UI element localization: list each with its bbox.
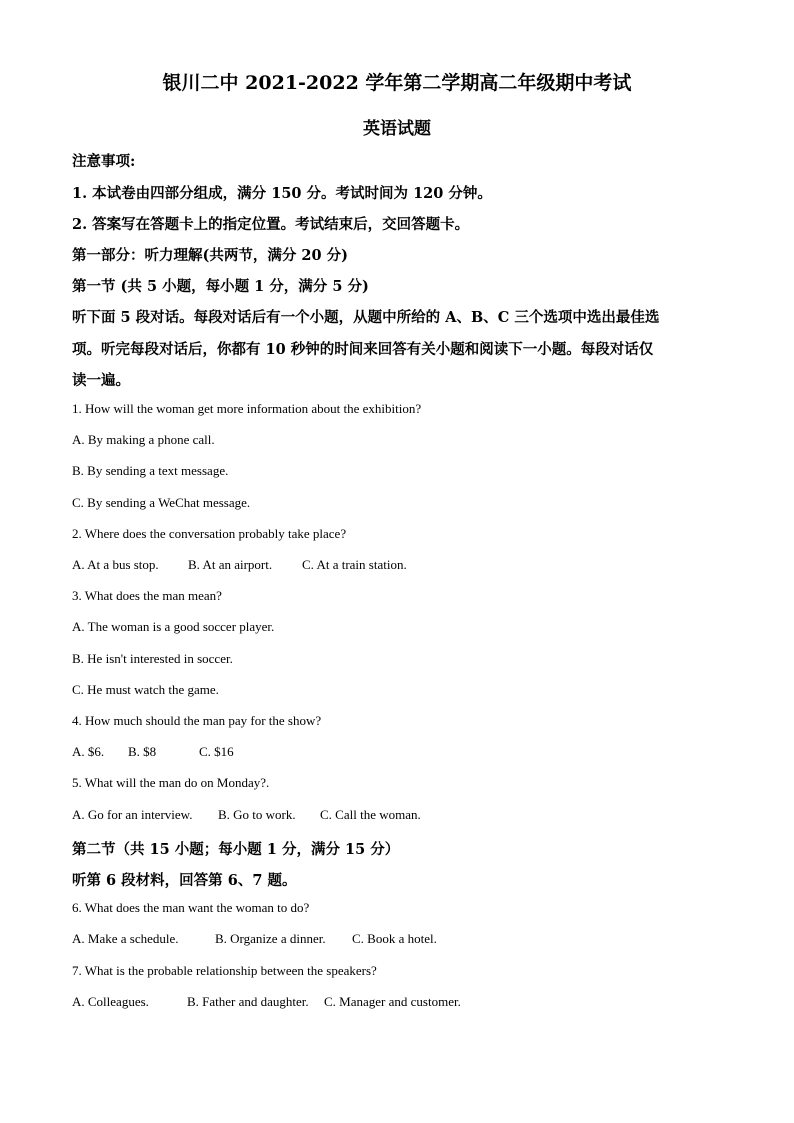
- section1-heading: 第一节 (共 5 小题，每小题 1 分，满分 5 分): [72, 278, 369, 295]
- exam-subtitle: 英语试题: [363, 119, 431, 139]
- question-7-option-c: C. Manager and customer.: [324, 994, 461, 1009]
- exam-title: 银川二中 2021-2022 学年第二学期高二年级期中考试: [162, 72, 632, 94]
- question-5: 5. What will the man do on Monday?.: [72, 775, 270, 790]
- instruction-line-3: 读一遍。: [72, 372, 130, 389]
- question-4-option-a: A. $6.: [72, 744, 105, 759]
- question-5-option-a: A. Go for an interview.: [72, 807, 193, 822]
- question-6-option-b: B. Organize a dinner.: [215, 931, 326, 946]
- question-6: 6. What does the man want the woman to do?: [72, 900, 310, 915]
- question-4-option-b: B. $8: [128, 744, 157, 759]
- question-3: 3. What does the man mean?: [72, 588, 222, 603]
- question-3-option-c: C. He must watch the game.: [72, 682, 219, 697]
- question-2: 2. Where does the conversation probably take place?: [72, 526, 347, 541]
- instruction-line-2: 项。听完每段对话后，你都有 10 秒钟的时间来回答有关小题和阅读下一小题。每段对话仅: [72, 341, 654, 358]
- notice-item-2: 2. 答案写在答题卡上的指定位置。考试结束后，交回答题卡。: [72, 216, 470, 233]
- question-4: 4. How much should the man pay for the show?: [72, 713, 322, 728]
- question-1-option-b: B. By sending a text message.: [72, 463, 229, 478]
- question-4-option-c: C. $16: [199, 744, 234, 759]
- instruction-line-1: 听下面 5 段对话。每段对话后有一个小题，从题中所给的 A、B、C 三个选项中选出最佳选: [72, 309, 660, 326]
- question-6-option-a: A. Make a schedule.: [72, 931, 179, 946]
- notice-heading: 注意事项:: [72, 153, 136, 170]
- question-1: 1. How will the woman get more information about the exhibition?: [72, 401, 422, 416]
- question-5-option-b: B. Go to work.: [218, 807, 296, 822]
- section2-heading: 第二节（共 15 小题；每小题 1 分，满分 15 分）: [72, 841, 400, 858]
- question-6-option-c: C. Book a hotel.: [352, 931, 437, 946]
- question-7-option-a: A. Colleagues.: [72, 994, 149, 1009]
- question-3-option-a: A. The woman is a good soccer player.: [72, 619, 275, 634]
- question-2-option-b: B. At an airport.: [188, 557, 273, 572]
- question-3-option-b: B. He isn't interested in soccer.: [72, 651, 233, 666]
- question-1-option-c: C. By sending a WeChat message.: [72, 495, 251, 510]
- question-7-option-b: B. Father and daughter.: [187, 994, 309, 1009]
- notice-item-1: 1. 本试卷由四部分组成，满分 150 分。考试时间为 120 分钟。: [72, 185, 492, 202]
- question-2-option-a: A. At a bus stop.: [72, 557, 159, 572]
- material-6-heading: 听第 6 段材料，回答第 6、7 题。: [72, 872, 297, 889]
- question-1-option-a: A. By making a phone call.: [72, 432, 215, 447]
- question-5-option-c: C. Call the woman.: [320, 807, 421, 822]
- part1-heading: 第一部分：听力理解(共两节，满分 20 分): [72, 247, 348, 264]
- question-2-option-c: C. At a train station.: [302, 557, 407, 572]
- question-7: 7. What is the probable relationship between the speakers?: [72, 963, 377, 978]
